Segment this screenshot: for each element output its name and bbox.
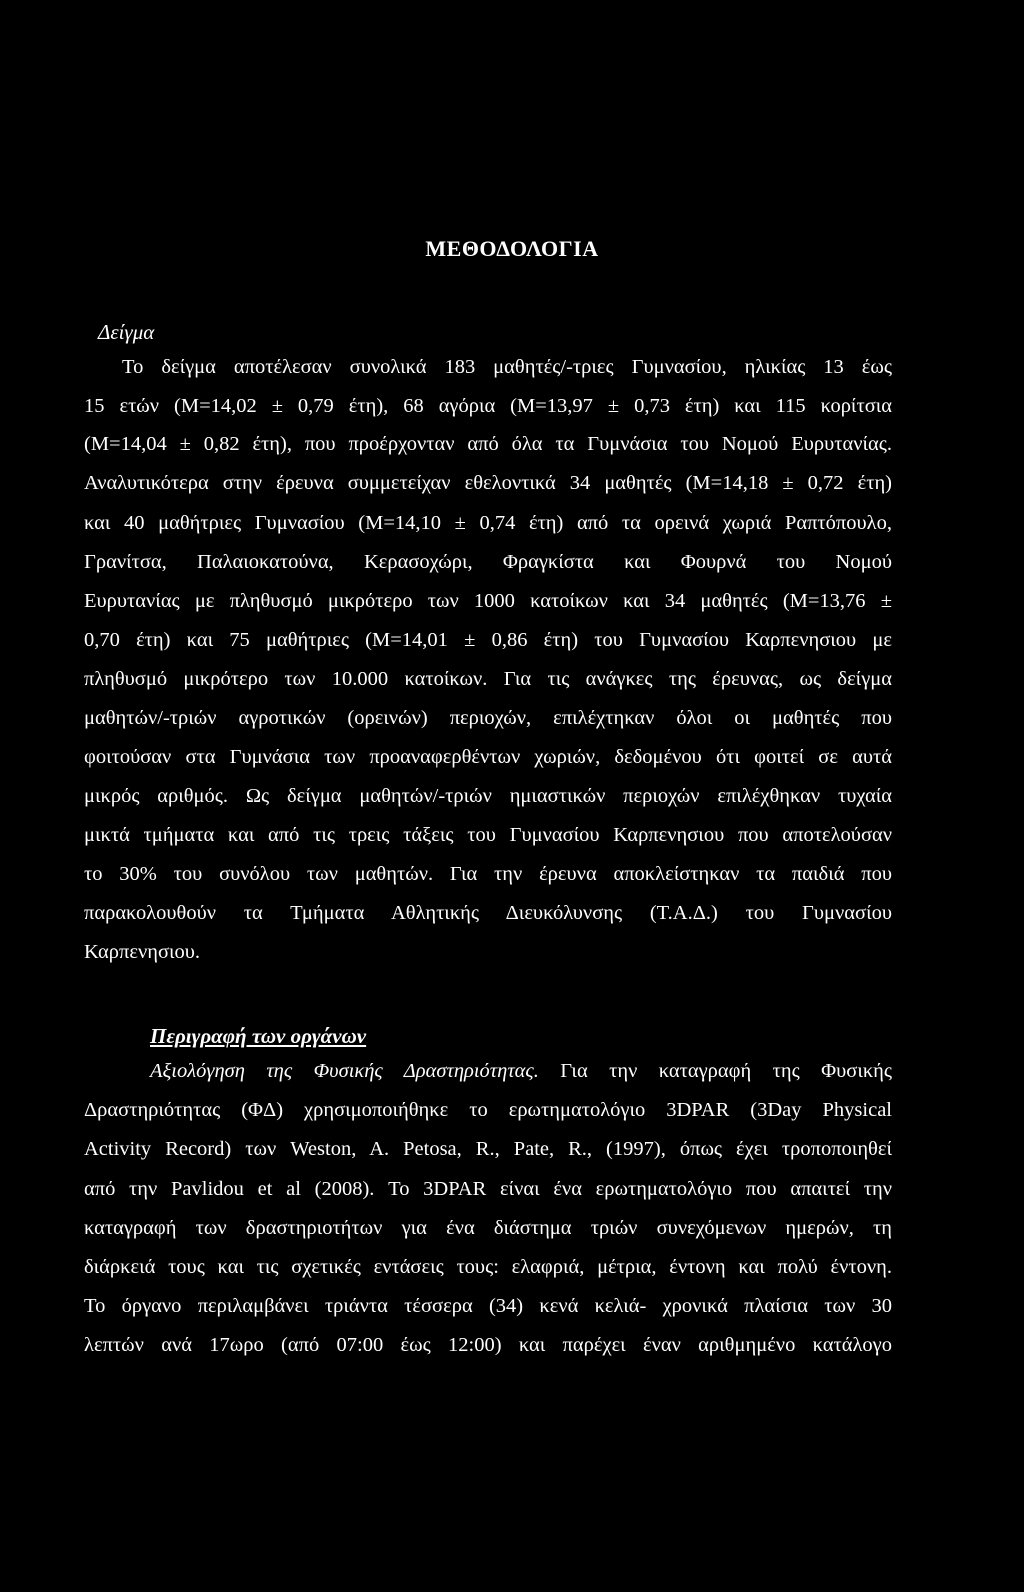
paragraph-line: Καρπενησιου.	[84, 941, 201, 963]
paragraph-line: λεπτών ανά 17ωρο (από 07:00 έως 12:00) και παρέχει έναν αριθμημένο κατάλογο	[84, 1334, 892, 1356]
paragraph-line: φοιτούσαν στα Γυμνάσια των προαναφερθέντων χωριών, δεδομένου ότι φοιτεί σε αυτά	[84, 746, 892, 768]
page-title: ΜΕΘΟΔΟΛΟΓΙΑ	[425, 236, 599, 261]
paragraph-line: πληθυσμό μικρότερο των 10.000 κατοίκων. Για τις ανάγκες της έρευνας, ως δείγμα	[84, 668, 892, 690]
paragraph-line: μικτά τμήματα και από τις τρεις τάξεις του Γυμνασίου Καρπενησιου που αποτελούσαν	[84, 824, 892, 846]
paragraph-text: Για την καταγραφή της Φυσικής	[560, 1060, 893, 1082]
paragraph-line: Ευρυτανίας με πληθυσμό μικρότερο των 1000 κατοίκων και 34 μαθητές (Μ=13,76 ±	[84, 590, 892, 612]
paragraph-line: το 30% του συνόλου των μαθητών. Για την έρευνα αποκλείστηκαν τα παιδιά που	[84, 863, 892, 885]
paragraph-line: (Μ=14,04 ± 0,82 έτη), που προέρχονταν από όλα τα Γυμνάσια του Νομού Ευρυτανίας.	[84, 433, 892, 455]
paragraph-line: Δραστηριότητας (ΦΔ) χρησιμοποιήθηκε το ερωτηματολόγιο 3DPAR (3Day Physical	[84, 1099, 892, 1121]
paragraph-line: Το όργανο περιλαμβάνει τριάντα τέσσερα (34) κενά κελιά- χρονικά πλαίσια των 30	[84, 1295, 892, 1317]
paragraph-line: καταγραφή των δραστηριοτήτων για ένα διάστημα τριών συνεχόμενων ημερών, τη	[84, 1217, 892, 1239]
paragraph-line: Γρανίτσα, Παλαιοκατούνα, Κερασοχώρι, Φραγκίστα και Φουρνά του Νομού	[84, 551, 892, 573]
paragraph-line: Το δείγμα αποτέλεσαν συνολικά 183 μαθητές/-τριες Γυμνασίου, ηλικίας 13 έως	[122, 356, 892, 378]
paragraph-line: μαθητών/-τριών αγροτικών (ορεινών) περιοχών, επιλέχτηκαν όλοι οι μαθητές που	[84, 707, 892, 729]
paragraph-line: διάρκειά τους και τις σχετικές εντάσεις τους: ελαφριά, μέτρια, έντονη και πολύ έντονη.	[84, 1256, 892, 1278]
paragraph-line: 0,70 έτη) και 75 μαθήτριες (Μ=14,01 ± 0,86 έτη) του Γυμνασίου Καρπενησιου με	[84, 629, 892, 651]
paragraph-line: Activity Record) των Weston, A. Petosa, R., Pate, R., (1997), όπως έχει τροποποιηθεί	[84, 1138, 892, 1160]
paragraph-line: μικρός αριθμός. Ως δείγμα μαθητών/-τριών ημιαστικών περιοχών επιλέχθηκαν τυχαία	[84, 785, 892, 807]
paragraph-line: Αναλυτικότερα στην έρευνα συμμετείχαν εθελοντικά 34 μαθητές (Μ=14,18 ± 0,72 έτη)	[84, 472, 892, 494]
paragraph-line: από την Pavlidou et al (2008). Το 3DPAR είναι ένα ερωτηματολόγιο που απαιτεί την	[84, 1178, 892, 1200]
paragraph-line: παρακολουθούν τα Τμήματα Αθλητικής Διευκόλυνσης (Τ.Α.Δ.) του Γυμνασίου	[84, 902, 892, 924]
paragraph-line: και 40 μαθήτριες Γυμνασίου (Μ=14,10 ± 0,74 έτη) από τα ορεινά χωριά Ραπτόπουλο,	[84, 512, 892, 534]
paragraph-line-first	[150, 1056, 892, 1086]
section-heading-instruments: Περιγραφή των οργάνων	[150, 1024, 367, 1048]
paragraph-line: 15 ετών (Μ=14,02 ± 0,79 έτη), 68 αγόρια (Μ=13,97 ± 0,73 έτη) και 115 κορίτσια	[84, 395, 892, 417]
subheading-physical-activity: Αξιολόγηση της Φυσικής Δραστηριότητας.	[150, 1060, 539, 1082]
section-heading-sample: Δείγμα	[98, 320, 155, 344]
